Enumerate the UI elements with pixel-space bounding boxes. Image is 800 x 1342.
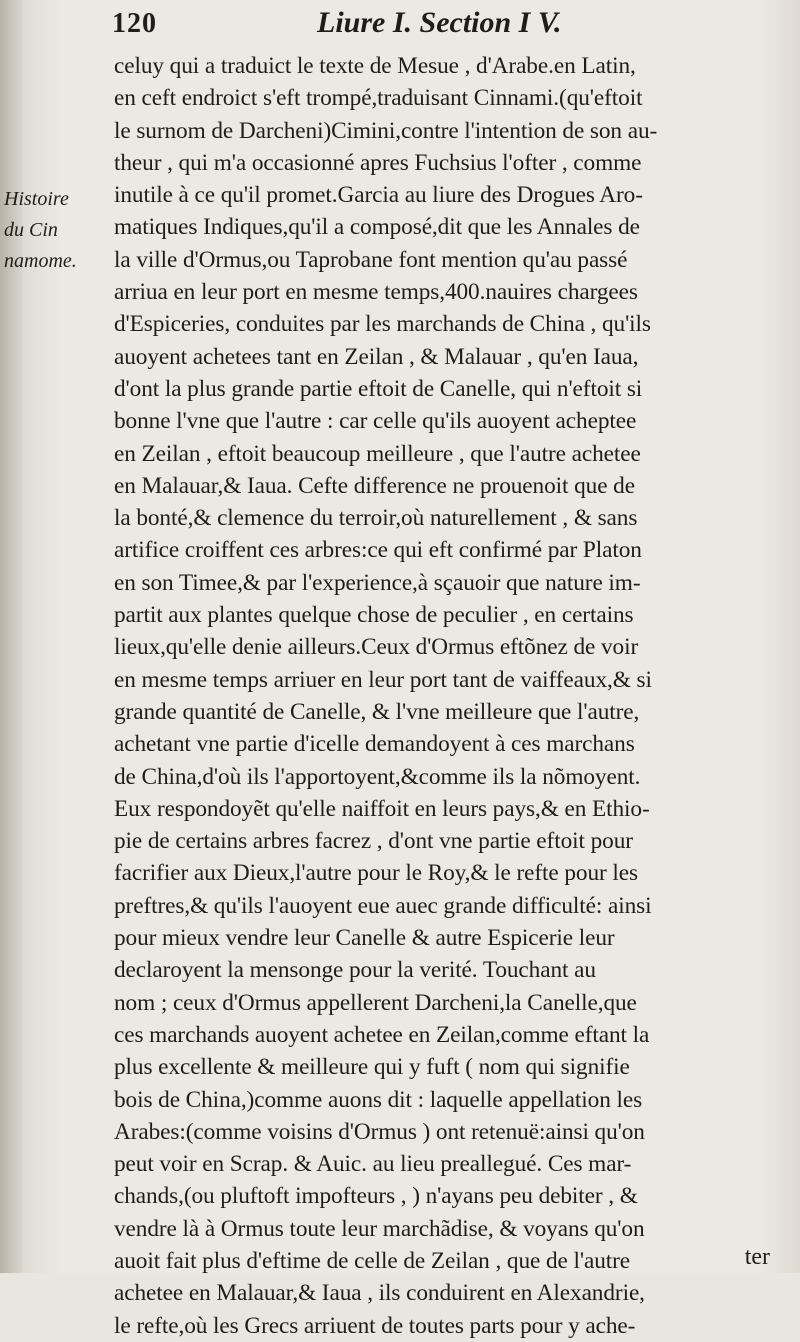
- text-line: bonne l'vne que l'autre : car celle qu'ils auoyent acheptee: [114, 408, 637, 435]
- text-line: matiques Indiques,qu'il a composé,dit que les Annales de: [114, 214, 640, 241]
- text-line: achetant vne partie d'icelle demandoyent à ces marchans: [114, 731, 635, 758]
- text-line: vendre là à Ormus toute leur marchãdise, & voyans qu'on: [114, 1215, 645, 1242]
- text-line: peut voir en Scrap. & Auic. au lieu preallegué. Ces mar-: [114, 1151, 632, 1178]
- running-head: Liure I. Section I V.: [317, 6, 562, 39]
- text-line: pour mieux vendre leur Canelle & autre Espicerie leur: [114, 925, 615, 952]
- text-line: auoyent achetees tant en Zeilan , & Malauar , qu'en Iaua,: [114, 343, 639, 370]
- body-text: [114, 50, 790, 1342]
- text-line: grande quantité de Canelle, & l'vne meilleure que l'autre,: [114, 698, 640, 725]
- margin-note-line: Histoire: [4, 188, 69, 210]
- text-line: la ville d'Ormus,ou Taprobane font mention qu'au passé: [114, 246, 628, 273]
- text-line: achetee en Malauar,& Iaua , ils conduirent en Alexandrie,: [114, 1280, 645, 1307]
- page-number: 120: [112, 8, 157, 39]
- text-line: bois de China,)comme auons dit : laquelle appellation les: [114, 1086, 643, 1113]
- catchword: ter: [744, 1244, 770, 1270]
- text-line: chands,(ou pluftoft impofteurs , ) n'ayans peu debiter , &: [114, 1183, 638, 1210]
- text-line: inutile à ce qu'il promet.Garcia au liure des Drogues Aro-: [114, 182, 643, 209]
- text-line: la bonté,& clemence du terroir,où naturellement , & sans: [114, 505, 638, 532]
- text-line: nom ; ceux d'Ormus appellerent Darcheni,la Canelle,que: [114, 989, 637, 1016]
- text-line: facrifier aux Dieux,l'autre pour le Roy,& le refte pour les: [114, 860, 638, 887]
- text-line: Arabes:(comme voisins d'Ormus ) ont retenuë:ainsi qu'on: [114, 1118, 645, 1145]
- text-line: celuy qui a traduict le texte de Mesue , d'Arabe.en Latin,: [114, 53, 636, 79]
- text-line: en son Timee,& par l'experience,à sçauoir que nature im-: [114, 569, 641, 596]
- text-line: le surnom de Darcheni)Cimini,contre l'intention de son au-: [114, 117, 658, 144]
- text-line: Eux respondoyẽt qu'elle naiffoit en leurs pays,& en Ethio-: [114, 795, 650, 822]
- text-line: d'ont la plus grande partie eftoit de Canelle, qui n'eftoit si: [114, 375, 643, 402]
- text-line: ces marchands auoyent achetee en Zeilan,comme eftant la: [114, 1021, 650, 1048]
- page-header: [112, 6, 792, 50]
- text-line: arriua en leur port en mesme temps,400.nauires chargees: [114, 279, 638, 306]
- margin-note-line: namome.: [4, 250, 77, 272]
- text-line: lieux,qu'elle denie ailleurs.Ceux d'Ormus eftõnez de voir: [114, 634, 639, 661]
- text-line: en Zeilan , eftoit beaucoup meilleure , que l'autre achetee: [114, 440, 641, 467]
- text-line: preftres,& qu'ils l'auoyent eue auec grande difficulté: ainsi: [114, 892, 652, 919]
- margin-note-line: du Cin: [4, 219, 58, 241]
- text-line: partit aux plantes quelque chose de peculier , en certains: [114, 602, 634, 629]
- text-line: artifice croiffent ces arbres:ce qui eft confirmé par Platon: [114, 537, 642, 564]
- text-line: declaroyent la mensonge pour la verité. Touchant au: [114, 957, 596, 984]
- text-line: en ceft endroict s'eft trompé,traduisant Cinnami.(qu'eftoit: [114, 85, 643, 112]
- text-line: theur , qui m'a occasionné apres Fuchsius l'ofter , comme: [114, 149, 642, 176]
- text-line: le refte,où les Grecs arriuent de toutes parts pour y ache-: [114, 1312, 636, 1339]
- text-line: auoit fait plus d'eftime de celle de Zeilan , que de l'autre: [114, 1247, 631, 1274]
- text-line: plus excellente & meilleure qui y fuft ( nom qui signifie: [114, 1054, 630, 1081]
- text-line: pie de certains arbres facrez , d'ont vne partie eftoit pour: [114, 828, 633, 855]
- text-line: d'Espiceries, conduites par les marchands de China , qu'ils: [114, 311, 651, 338]
- text-line: de China,d'où ils l'apportoyent,&comme ils la nõmoyent.: [114, 763, 641, 790]
- text-line: en mesme temps arriuer en leur port tant de vaiffeaux,& si: [114, 666, 652, 693]
- text-line: en Malauar,& Iaua. Cefte difference ne prouenoit que de: [114, 472, 635, 499]
- margin-note: [4, 184, 104, 277]
